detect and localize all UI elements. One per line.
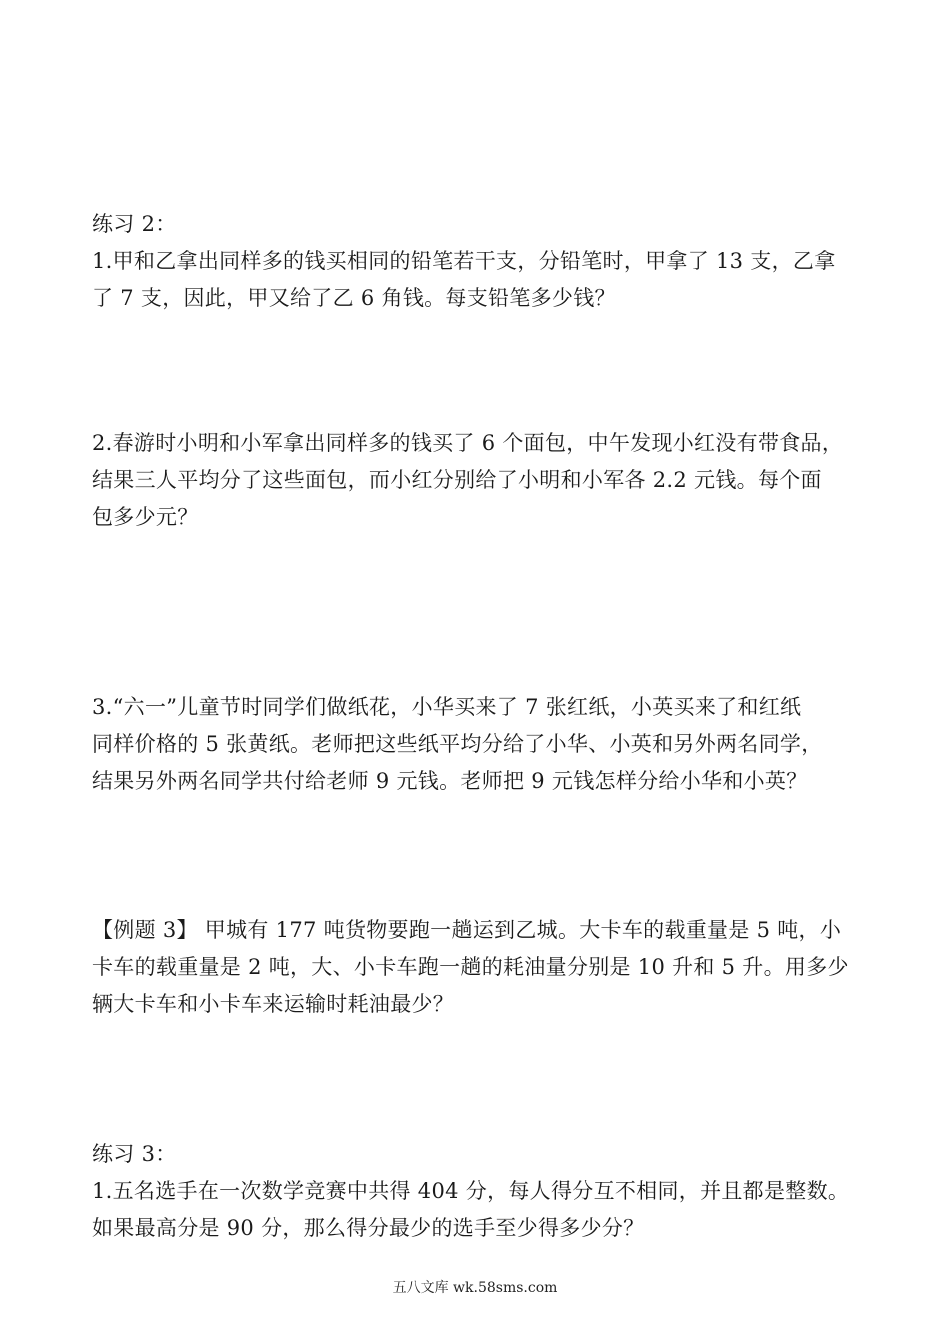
question-line: 1.甲和乙拿出同样多的钱买相同的铅笔若干支，分铅笔时，甲拿了 13 支，乙拿 [92,249,836,273]
practice3-heading-block [92,1136,872,1173]
page-footer: 五八文库 wk.58sms.com [392,1280,558,1296]
example-line: 辆大卡车和小卡车来运输时耗油最少？ [92,992,455,1016]
example-line: 【例题 3】 甲城有 177 吨货物要跑一趟运到乙城。大卡车的载重量是 5 吨，小 [92,918,842,942]
example3-block [92,912,872,1023]
question-line: 包多少元？ [92,505,199,529]
practice2-question-1 [92,243,872,317]
question-line: 2.春游时小明和小军拿出同样多的钱买了 6 个面包，中午发现小红没有带食品， [92,431,844,455]
practice3-question-1 [92,1173,872,1247]
example-line: 卡车的载重量是 2 吨，大、小卡车跑一趟的耗油量分别是 10 升和 5 升。用多少 [92,955,849,979]
question-line: 结果三人平均分了这些面包，而小红分别给了小明和小军各 2.2 元钱。每个面 [92,468,822,492]
question-line: 如果最高分是 90 分，那么得分最少的选手至少得多少分？ [92,1216,645,1240]
question-line: 结果另外两名同学共付给老师 9 元钱。老师把 9 元钱怎样分给小华和小英？ [92,769,808,793]
question-line: 了 7 支，因此，甲又给了乙 6 角钱。每支铅笔多少钱？ [92,286,616,310]
practice3-heading: 练习 3： [92,1142,177,1166]
practice2-question-3 [92,689,872,800]
question-line: 3.“六一”儿童节时同学们做纸花，小华买来了 7 张红纸，小英买来了和红纸 [92,695,802,719]
practice2-heading-block [92,206,872,243]
question-line: 同样价格的 5 张黄纸。老师把这些纸平均分给了小华、小英和另外两名同学， [92,732,823,756]
practice2-question-2 [92,425,872,536]
practice2-heading: 练习 2： [92,212,177,236]
question-line: 1.五名选手在一次数学竞赛中共得 404 分，每人得分互不相同，并且都是整数。 [92,1179,850,1203]
